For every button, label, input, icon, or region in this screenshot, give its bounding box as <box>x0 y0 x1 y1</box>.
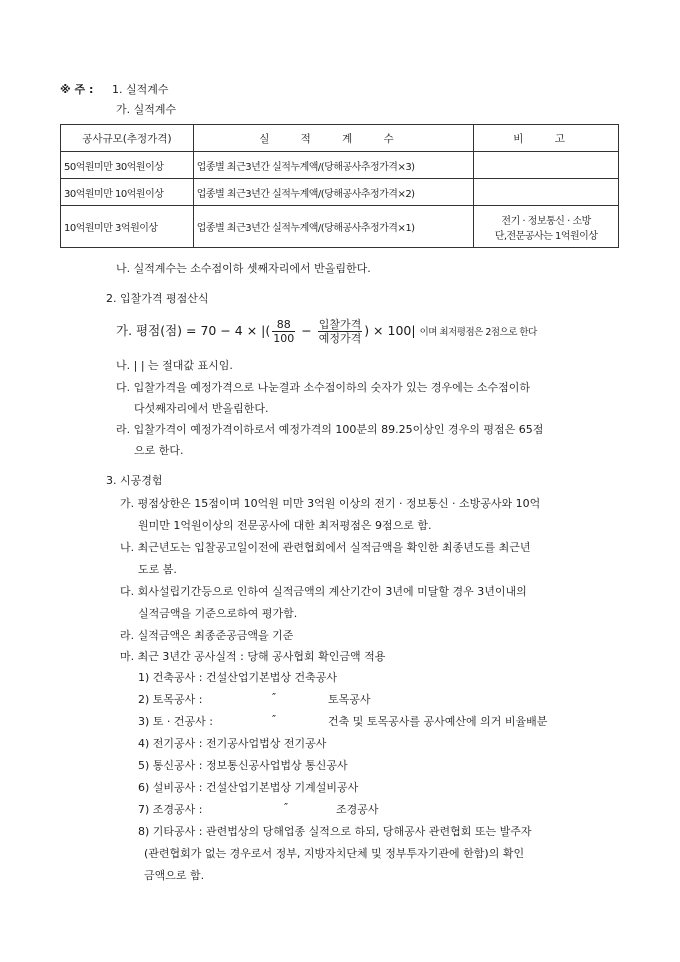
ditto-mark: ″ <box>284 801 289 814</box>
section3-ga-line1: 가. 평점상한은 15점이며 10억원 미만 3억원 이상의 전기 · 정보통신 · 소방공사와 10억 <box>120 497 541 510</box>
table-cell: 업종별 최근3년간 실적누계액/(당해공사추정가격×1) <box>193 206 473 248</box>
table-cell: 50억원미만 30억원이상 <box>61 152 194 179</box>
list-item <box>138 801 203 817</box>
table-header: 비 고 <box>474 125 619 152</box>
formula-right: ) × 100| <box>364 323 416 338</box>
list-item <box>138 691 203 707</box>
table-cell <box>474 152 619 179</box>
table-cell: 업종별 최근3년간 실적누계액/(당해공사추정가격×3) <box>193 152 473 179</box>
formula-note: 이며 최저평점은 2점으로 한다 <box>419 327 537 338</box>
table-row <box>61 179 619 206</box>
table-cell: 업종별 최근3년간 실적누계액/(당해공사추정가격×2) <box>193 179 473 206</box>
list-item <box>138 757 348 773</box>
fraction-denominator: 예정가격 <box>318 332 362 345</box>
item-text: 건설산업기본법상 기계설비공사 <box>206 781 359 794</box>
section1-sub-ga: 가. 실적계수 <box>116 103 177 116</box>
item-text: 조경공사 <box>336 803 379 816</box>
table-header: 공사규모(추정가격) <box>61 125 194 152</box>
section2-da-line1: 다. 입찰가격을 예정가격으로 나눈결과 소수점이하의 숫자가 있는 경우에는 소수점이하 <box>116 381 531 394</box>
section2-ra-line1: 라. 입찰가격이 예정가격이하로서 예정가격의 100분의 89.25이상인 경우의 평점은 65점 <box>116 423 544 436</box>
section3-na-line2: 도로 봄. <box>138 563 177 576</box>
performance-coefficient-table <box>60 124 619 248</box>
fraction-88-100 <box>272 318 295 345</box>
section3-ga-line2: 원미만 1억원이상의 전문공사에 대한 최저평점은 9점으로 함. <box>138 519 432 532</box>
fraction-bid-estimate <box>318 318 363 345</box>
section2-title: 2. 입찰가격 평점산식 <box>106 292 209 305</box>
item-text: 건축 및 토목공사를 공사예산에 의거 비율배분 <box>328 715 548 728</box>
item-label: 4) 전기공사 : <box>138 737 203 750</box>
section3-na-line1: 나. 최근년도는 입찰공고일이전에 관련협회에서 실적금액을 확인한 최종년도를 최근년 <box>120 541 531 554</box>
list-item <box>138 713 213 729</box>
fraction-numerator: 88 <box>272 318 295 332</box>
table-header-row <box>61 125 619 152</box>
section2-da-line2: 다섯째자리에서 반올림한다. <box>134 402 269 415</box>
item-label: 5) 통신공사 : <box>138 759 203 772</box>
item-label: 7) 조경공사 : <box>138 803 203 816</box>
table-cell: 30억원미만 10억원이상 <box>61 179 194 206</box>
table-cell-remark <box>474 206 619 248</box>
table-row <box>61 206 619 248</box>
formula-minus: − <box>301 323 312 338</box>
score-formula <box>116 318 537 345</box>
item-label: 1) 건축공사 : <box>138 671 203 684</box>
section3-da-line2: 실적금액을 기준으로하여 평가함. <box>138 607 298 620</box>
section3-ra: 라. 실적금액은 최종준공금액을 기준 <box>120 629 294 642</box>
item-text: 건설산업기본법상 건축공사 <box>206 671 338 684</box>
fraction-denominator: 100 <box>273 332 295 345</box>
table-header: 실 적 계 수 <box>193 125 473 152</box>
ditto-mark: ″ <box>272 691 277 704</box>
item-text: 정보통신공사업법상 통신공사 <box>206 759 348 772</box>
table-cell <box>474 179 619 206</box>
list-item <box>138 779 358 795</box>
item8-line3: 금액으로 함. <box>144 869 205 882</box>
section3-da-line1: 다. 회사설립기간등으로 인하여 실적금액의 계산기간이 3년에 미달할 경우 3년이내의 <box>120 585 527 598</box>
item-label: 2) 토목공사 : <box>138 693 203 706</box>
list-item <box>138 735 326 751</box>
item-label: 3) 토 · 건공사 : <box>138 715 213 728</box>
table-row <box>61 152 619 179</box>
table-cell: 10억원미만 3억원이상 <box>61 206 194 248</box>
formula-prefix: 가. <box>116 323 133 338</box>
list-item <box>138 669 337 685</box>
section2-ra-line2: 으로 한다. <box>134 444 184 457</box>
section3-ma: 마. 최근 3년간 공사실적 : 당해 공사협회 확인금액 적용 <box>120 650 386 663</box>
remark-line: 단,전문공사는 1억원이상 <box>494 230 598 242</box>
ditto-mark: ″ <box>272 713 277 726</box>
section1-title: 1. 실적계수 <box>112 83 169 96</box>
item-text: 전기공사업법상 전기공사 <box>206 737 327 750</box>
item-text: 토목공사 <box>328 693 371 706</box>
note-marker: ※ 주 : <box>60 83 94 96</box>
formula-left: 평점(점) = 70 − 4 × |( <box>136 323 271 338</box>
item8-line2: (관련협회가 없는 경우로서 정부, 지방자치단체 및 정부투자기관에 한함)의 확인 <box>144 847 525 860</box>
section3-title: 3. 시공경험 <box>106 474 163 487</box>
fraction-numerator: 입찰가격 <box>318 318 362 331</box>
remark-line: 전기 · 정보통신 · 소방 <box>501 215 591 227</box>
section1-sub-na: 나. 실적계수는 소수점이하 셋째자리에서 반올림한다. <box>116 262 371 275</box>
item8-line1: 8) 기타공사 : 관련법상의 당해업종 실적으로 하되, 당해공사 관련협회 또는 발주자 <box>138 825 532 838</box>
section2-na: 나. | | 는 절대값 표시임. <box>116 359 233 372</box>
item-label: 6) 설비공사 : <box>138 781 203 794</box>
